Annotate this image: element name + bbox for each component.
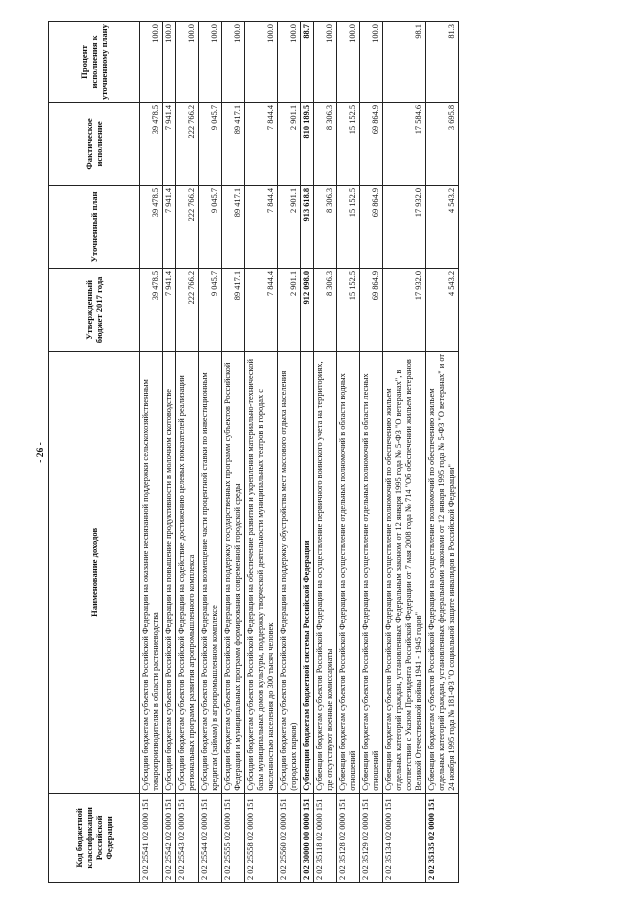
header-actual: Фактическое исполнение xyxy=(49,102,140,185)
percent-cell: 100.0 xyxy=(278,22,301,103)
table-row xyxy=(301,22,314,883)
approved-cell: 4 543.2 xyxy=(426,268,459,351)
table-row xyxy=(426,22,459,883)
code-cell: 2 02 35134 02 0000 151 xyxy=(383,793,426,882)
percent-cell: 81.3 xyxy=(426,22,459,103)
refined-cell: 7 941.4 xyxy=(163,185,176,268)
table-header-row xyxy=(49,22,140,883)
refined-cell: 7 844.4 xyxy=(245,185,278,268)
name-cell: Субсидии бюджетам субъектов Российской Федерации на повышение продуктивности в молочном скотоводстве xyxy=(163,351,176,793)
code-cell: 2 02 25560 02 0000 151 xyxy=(278,793,301,882)
table-row xyxy=(245,22,278,883)
table-row xyxy=(140,22,163,883)
header-name: Наименование доходов xyxy=(49,351,140,793)
code-cell: 2 02 25558 02 0000 151 xyxy=(245,793,278,882)
refined-cell: 39 478.5 xyxy=(140,185,163,268)
actual-cell: 39 478.5 xyxy=(140,102,163,185)
refined-cell: 4 543.2 xyxy=(426,185,459,268)
header-code: Код бюджетной классификации Российской Федерации xyxy=(49,793,140,882)
percent-cell: 100.0 xyxy=(360,22,383,103)
table-row xyxy=(360,22,383,883)
actual-cell: 7 941.4 xyxy=(163,102,176,185)
actual-cell: 3 695.8 xyxy=(426,102,459,185)
table-row xyxy=(337,22,360,883)
approved-cell: 15 152.5 xyxy=(337,268,360,351)
name-cell: Субвенции бюджетам бюджетной системы Российской Федерации xyxy=(301,351,314,793)
code-cell: 2 02 35135 02 0000 151 xyxy=(426,793,459,882)
code-cell: 2 02 25541 02 0000 151 xyxy=(140,793,163,882)
name-cell: Субсидии бюджетам субъектов Российской Федерации на поддержку обустройства мест массового отдыха населения (городских парков) xyxy=(278,351,301,793)
approved-cell: 17 932.0 xyxy=(383,268,426,351)
header-percent: Процент исполнения к уточненному плану xyxy=(49,22,140,103)
table-row xyxy=(222,22,245,883)
actual-cell: 7 844.4 xyxy=(245,102,278,185)
percent-cell: 100.0 xyxy=(245,22,278,103)
table-row xyxy=(314,22,337,883)
name-cell: Субсидии бюджетам субъектов Российской Федерации на содействие достижению целевых показателей реализации региональных программ развития агропромышленного комплекса xyxy=(176,351,199,793)
code-cell: 2 02 25542 02 0000 151 xyxy=(163,793,176,882)
code-cell: 2 02 25543 02 0000 151 xyxy=(176,793,199,882)
table-row xyxy=(163,22,176,883)
refined-cell: 9 045.7 xyxy=(199,185,222,268)
name-cell: Субвенции бюджетам субъектов Российской Федерации на осуществление полномочий по обеспечению жильем отдельных категорий граждан, установленных федеральными законами от 12 января 1995 года № 5-ФЗ "О ветеранах" и от 24 ноября 1995 года № 181-ФЗ "О социальной защите инвалидов в Российской Федерации" xyxy=(426,351,459,793)
approved-cell: 7 941.4 xyxy=(163,268,176,351)
actual-cell: 9 045.7 xyxy=(199,102,222,185)
table-row xyxy=(199,22,222,883)
approved-cell: 2 901.1 xyxy=(278,268,301,351)
percent-cell: 98.1 xyxy=(383,22,426,103)
actual-cell: 810 189.5 xyxy=(301,102,314,185)
code-cell: 2 02 35128 02 0000 151 xyxy=(337,793,360,882)
percent-cell: 100.0 xyxy=(140,22,163,103)
code-cell: 2 02 25555 02 0000 151 xyxy=(222,793,245,882)
refined-cell: 8 306.3 xyxy=(314,185,337,268)
actual-cell: 17 584.6 xyxy=(383,102,426,185)
actual-cell: 69 864.9 xyxy=(360,102,383,185)
percent-cell: 100.0 xyxy=(314,22,337,103)
code-cell: 2 02 35129 02 0000 151 xyxy=(360,793,383,882)
percent-cell: 100.0 xyxy=(176,22,199,103)
revenue-table xyxy=(48,21,459,883)
code-cell: 2 02 35118 02 0000 151 xyxy=(314,793,337,882)
code-cell: 2 02 25544 02 0000 151 xyxy=(199,793,222,882)
percent-cell: 100.0 xyxy=(163,22,176,103)
name-cell: Субвенции бюджетам субъектов Российской Федерации на осуществление отдельных полномочий в области водных отношений xyxy=(337,351,360,793)
refined-cell: 15 152.5 xyxy=(337,185,360,268)
approved-cell: 222 766.2 xyxy=(176,268,199,351)
header-approved: Утвержденный бюджет 2017 года xyxy=(49,268,140,351)
percent-cell: 100.0 xyxy=(337,22,360,103)
name-cell: Субсидии бюджетам субъектов Российской Федерации на возмещение части процентной ставки по инвестиционным кредитам (займам) в агропромышленном комплексе xyxy=(199,351,222,793)
name-cell: Субсидии бюджетам субъектов Российской Федерации на оказание несвязанной поддержки сельскохозяйственным товаропроизводителям в области растениеводства xyxy=(140,351,163,793)
actual-cell: 8 306.3 xyxy=(314,102,337,185)
approved-cell: 39 478.5 xyxy=(140,268,163,351)
name-cell: Субвенции бюджетам субъектов Российской Федерации на осуществление отдельных полномочий в области лесных отношений xyxy=(360,351,383,793)
refined-cell: 2 901.1 xyxy=(278,185,301,268)
percent-cell: 100.0 xyxy=(222,22,245,103)
table-row xyxy=(278,22,301,883)
name-cell: Субсидии бюджетам субъектов Российской Федерации на поддержку государственных программ субъектов Российской Федерации и муниципальных программ формирования современной городской среды xyxy=(222,351,245,793)
refined-cell: 69 864.9 xyxy=(360,185,383,268)
actual-cell: 15 152.5 xyxy=(337,102,360,185)
approved-cell: 7 844.4 xyxy=(245,268,278,351)
refined-cell: 17 932.0 xyxy=(383,185,426,268)
name-cell: Субвенции бюджетам субъектов Российской Федерации на осуществление первичного воинского учета на территориях, где отсутствуют военные комиссариаты xyxy=(314,351,337,793)
actual-cell: 2 901.1 xyxy=(278,102,301,185)
refined-cell: 913 618.8 xyxy=(301,185,314,268)
actual-cell: 89 417.1 xyxy=(222,102,245,185)
approved-cell: 8 306.3 xyxy=(314,268,337,351)
refined-cell: 89 417.1 xyxy=(222,185,245,268)
approved-cell: 912 098.0 xyxy=(301,268,314,351)
table-body xyxy=(140,22,459,883)
code-cell: 2 02 30000 00 0000 151 xyxy=(301,793,314,882)
refined-cell: 222 766.2 xyxy=(176,185,199,268)
name-cell: Субсидии бюджетам субъектов Российской Федерации на обеспечение развития и укрепления материально-технической базы муниципальных домов культуры, поддержку творческой деятельности муниципальных театров в городах с численностью населения до 300 тысяч человек xyxy=(245,351,278,793)
table-row xyxy=(383,22,426,883)
actual-cell: 222 766.2 xyxy=(176,102,199,185)
table-row xyxy=(176,22,199,883)
name-cell: Субвенции бюджетам субъектов Российской Федерации на осуществление полномочий по обеспечению жильем отдельных категорий граждан, установленных Федеральным законом от 12 января 1995 года № 5-ФЗ "О ветеранах", в соответствии с Указом Президента Российской Федерации от 7 мая 2008 года № 714 "Об обеспечении жильем ветеранов Великой Отечественной войны 1941 - 1945 годов" xyxy=(383,351,426,793)
approved-cell: 9 045.7 xyxy=(199,268,222,351)
percent-cell: 88.7 xyxy=(301,22,314,103)
header-refined: Уточненный план xyxy=(49,185,140,268)
page-number: - 26 - xyxy=(36,442,46,463)
percent-cell: 100.0 xyxy=(199,22,222,103)
approved-cell: 69 864.9 xyxy=(360,268,383,351)
approved-cell: 89 417.1 xyxy=(222,268,245,351)
